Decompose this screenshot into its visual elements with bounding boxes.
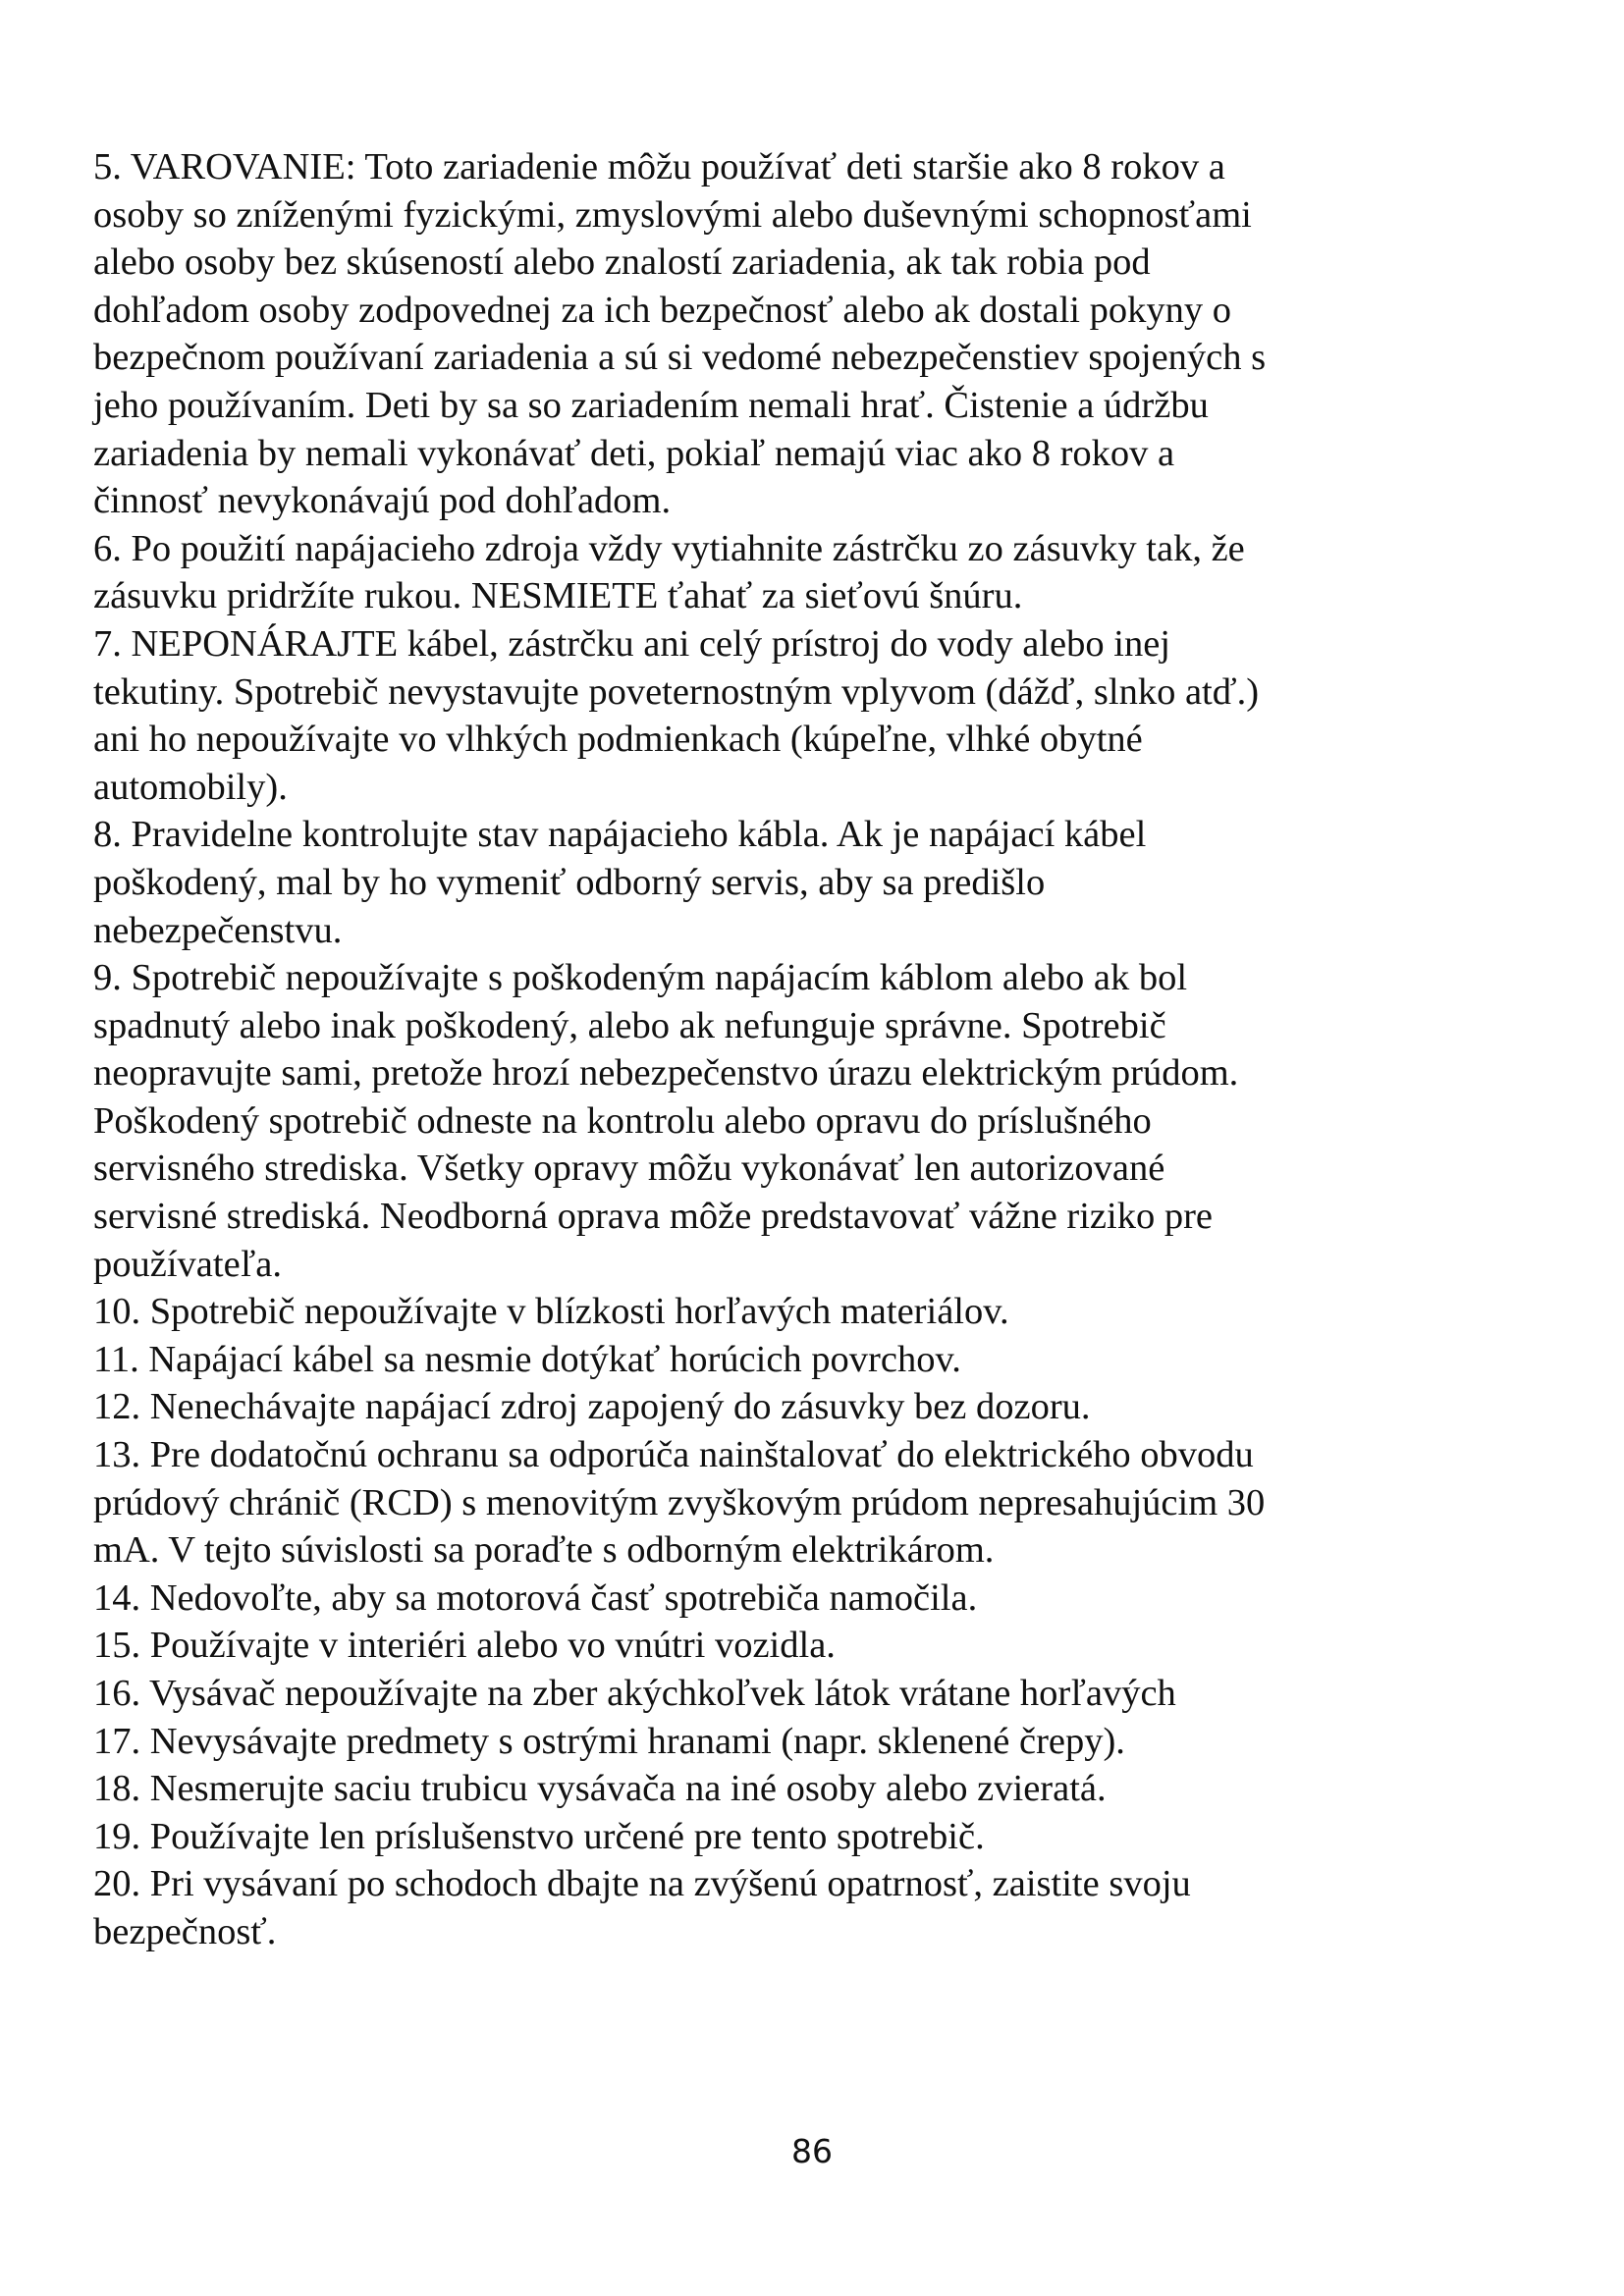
instruction-item	[93, 1288, 1488, 1336]
text-line: 15. Používajte v interiéri alebo vo vnútri vozidla.	[93, 1625, 836, 1667]
text-line: mA. V tejto súvislosti sa poraďte s odborným elektrikárom.	[93, 1529, 995, 1572]
instruction-item	[93, 1670, 1488, 1718]
text-line: ani ho nepoužívajte vo vlhkých podmienkach (kúpeľne, vlhké obytné	[93, 719, 1143, 761]
text-line: dohľadom osoby zodpovednej za ich bezpečnosť alebo ak dostali pokyny o	[93, 289, 1231, 331]
instruction-item	[93, 1431, 1488, 1575]
text-line: 12. Nenechávajte napájací zdroj zapojený do zásuvky bez dozoru.	[93, 1386, 1091, 1428]
text-line: 13. Pre dodatočnú ochranu sa odporúča nainštalovať do elektrického obvodu	[93, 1434, 1254, 1476]
instruction-item	[93, 1718, 1488, 1766]
text-line: poškodený, mal by ho vymeniť odborný servis, aby sa predišlo	[93, 861, 1046, 903]
instruction-item	[93, 620, 1488, 811]
text-line: 17. Nevysávajte predmety s ostrými hranami (napr. sklenené črepy).	[93, 1720, 1125, 1762]
instruction-item	[93, 1765, 1488, 1813]
text-line: 11. Napájací kábel sa nesmie dotýkať horúcich povrchov.	[93, 1338, 961, 1380]
text-line: zariadenia by nemali vykonávať deti, pokiaľ nemajú viac ako 8 rokov a	[93, 432, 1175, 474]
instruction-item	[93, 1622, 1488, 1670]
text-line: spadnutý alebo inak poškodený, alebo ak nefunguje správne. Spotrebič	[93, 1004, 1166, 1046]
text-line: 20. Pri vysávaní po schodoch dbajte na zvýšenú opatrnosť, zaistite svoju	[93, 1863, 1191, 1905]
text-line: osoby so zníženými fyzickými, zmyslovými alebo duševnými schopnosťami	[93, 193, 1252, 236]
text-line: servisného strediska. Všetky opravy môžu vykonávať len autorizované	[93, 1148, 1165, 1190]
text-line: činnosť nevykonávajú pod dohľadom.	[93, 480, 672, 522]
text-line: zásuvku pridržíte rukou. NESMIETE ťahať za sieťovú šnúru.	[93, 575, 1023, 617]
instruction-item	[93, 1813, 1488, 1861]
text-line: 5. VAROVANIE: Toto zariadenie môžu používať deti staršie ako 8 rokov a	[93, 146, 1225, 187]
text-line: neopravujte sami, pretože hrozí nebezpečenstvo úrazu elektrickým prúdom.	[93, 1052, 1239, 1095]
text-line: Poškodený spotrebič odneste na kontrolu alebo opravu do príslušného	[93, 1099, 1152, 1142]
instruction-item	[93, 1860, 1488, 1955]
text-line: 18. Nesmerujte saciu trubicu vysávača na iné osoby alebo zvieratá.	[93, 1768, 1107, 1810]
text-line: používateľa.	[93, 1243, 283, 1285]
text-line: nebezpečenstvu.	[93, 909, 343, 951]
text-line: servisné strediská. Neodborná oprava môže predstavovať vážne riziko pre	[93, 1196, 1213, 1238]
page-number: 86	[791, 2132, 833, 2170]
instruction-item	[93, 1336, 1488, 1384]
text-line: bezpečnom používaní zariadenia a sú si vedomé nebezpečenstiev spojených s	[93, 337, 1267, 379]
instruction-item	[93, 954, 1488, 1288]
instruction-item	[93, 811, 1488, 954]
text-line: 14. Nedovoľte, aby sa motorová časť spotrebiča namočila.	[93, 1576, 978, 1619]
text-line: automobily).	[93, 766, 288, 808]
safety-instructions-text	[93, 143, 1488, 1956]
text-line: jeho používaním. Deti by sa so zariadením nemali hrať. Čistenie a údržbu	[93, 384, 1209, 426]
text-line: bezpečnosť.	[93, 1910, 277, 1952]
text-line: 16. Vysávač nepoužívajte na zber akýchkoľvek látok vrátane horľavých	[93, 1673, 1176, 1714]
text-line: 19. Používajte len príslušenstvo určené pre tento spotrebič.	[93, 1815, 985, 1857]
text-line: 9. Spotrebič nepoužívajte s poškodeným napájacím káblom alebo ak bol	[93, 957, 1188, 999]
instruction-item	[93, 143, 1488, 525]
text-line: 6. Po použití napájacieho zdroja vždy vytiahnite zástrčku zo zásuvky tak, že	[93, 527, 1245, 569]
text-line: prúdový chránič (RCD) s menovitým zvyškovým prúdom nepresahujúcim 30	[93, 1481, 1266, 1523]
text-line: 8. Pravidelne kontrolujte stav napájacieho kábla. Ak je napájací kábel	[93, 814, 1147, 856]
text-line: 10. Spotrebič nepoužívajte v blízkosti horľavých materiálov.	[93, 1291, 1009, 1333]
instruction-item	[93, 525, 1488, 620]
text-line: tekutiny. Spotrebič nevystavujte poveternostným vplyvom (dážď, slnko atď.)	[93, 670, 1260, 713]
text-line: 7. NEPONÁRAJTE kábel, zástrčku ani celý prístroj do vody alebo inej	[93, 622, 1171, 665]
instruction-item	[93, 1575, 1488, 1623]
text-line: alebo osoby bez skúseností alebo znalostí zariadenia, ak tak robia pod	[93, 241, 1151, 284]
instruction-item	[93, 1383, 1488, 1431]
